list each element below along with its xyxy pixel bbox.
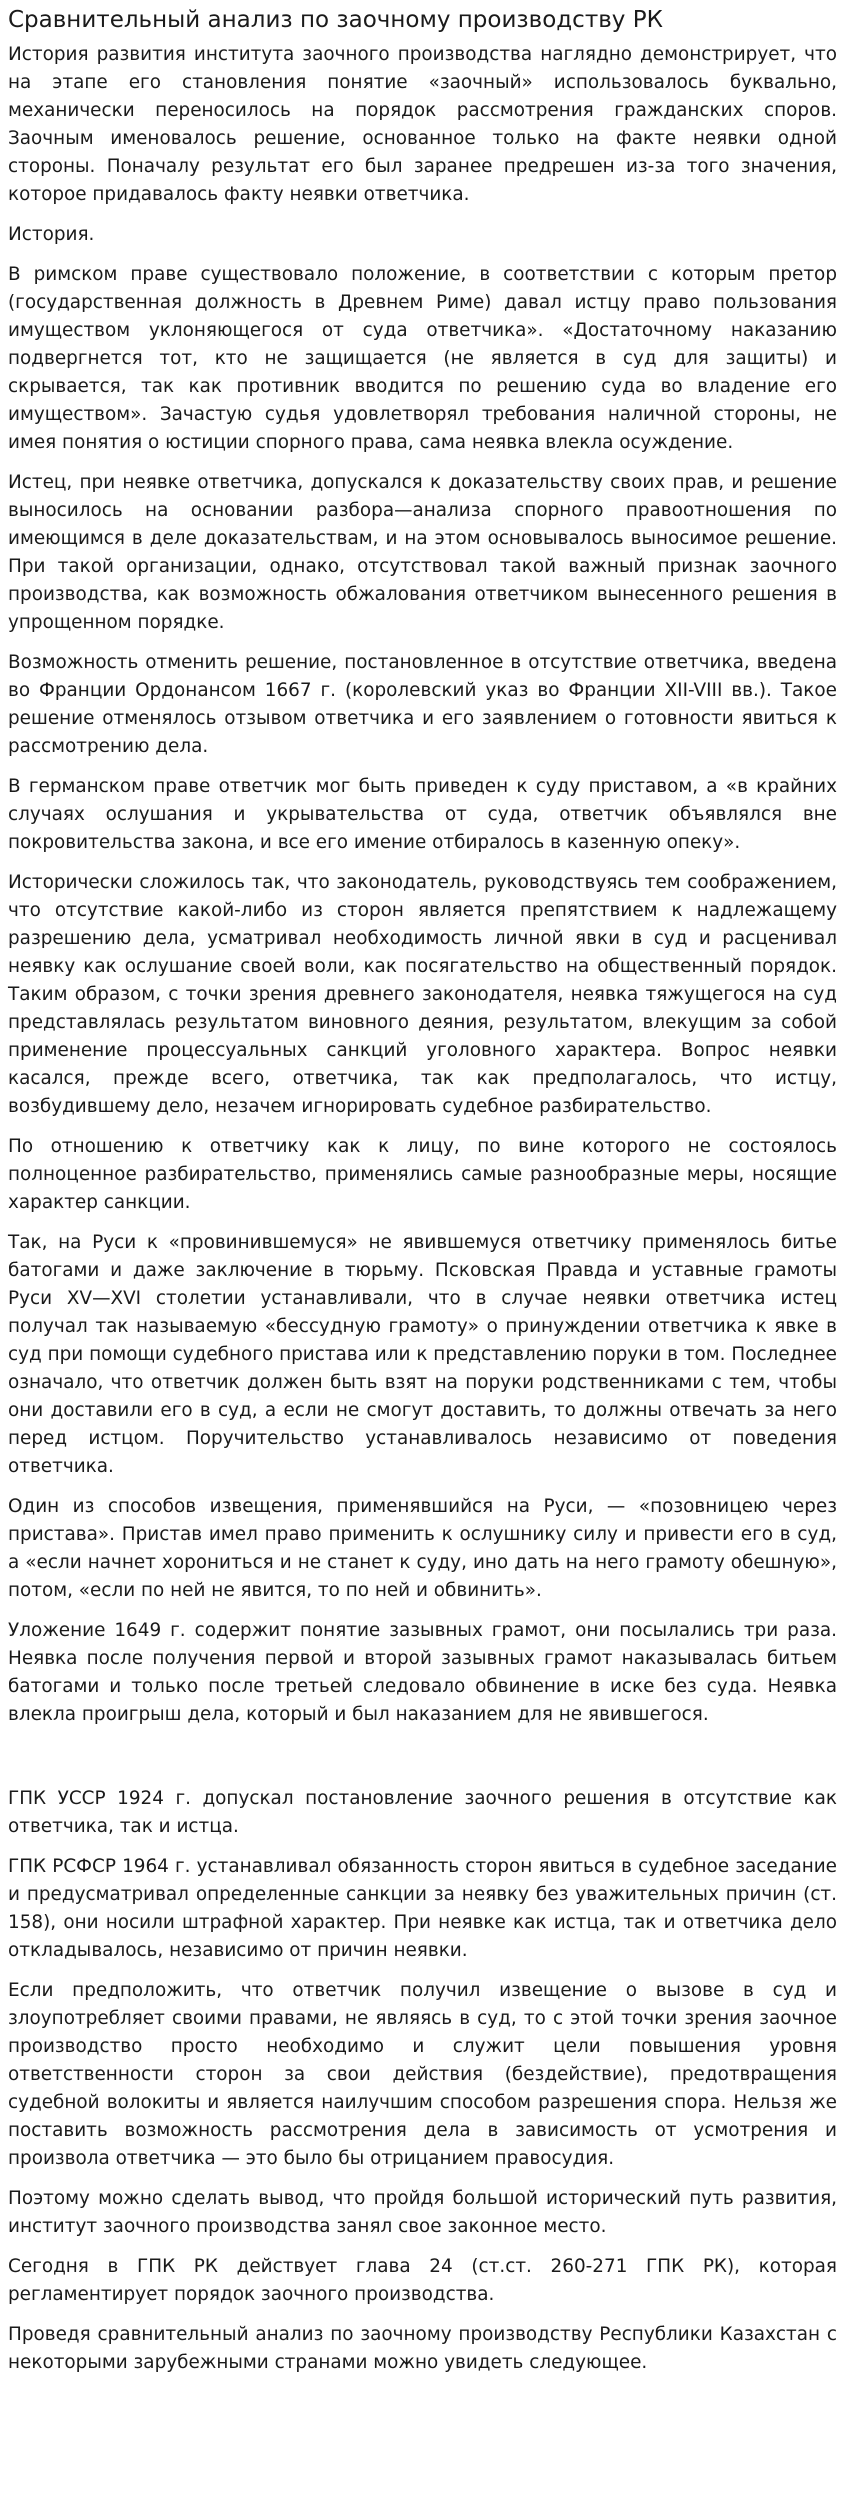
page-title: Сравнительный анализ по заочному производству РК	[8, 7, 663, 33]
paragraph-gpk-rsfsr-1964: ГПК РСФСР 1964 г. устанавливал обязанность сторон явиться в судебное заседание и предусматривал определенные санкции за неявку без уважительных причин (ст. 158), они носили штрафной характер. При неявке как истца, так и ответчика дело откладывалось, независимо от причин неявки.	[8, 1856, 837, 1961]
paragraph-german-law: В германском праве ответчик мог быть приведен к суду приставом, а «в крайних случаях ослушания и укрывательства от суда, ответчик объявлялся вне покровительства закона, и все его имение отбиралось в казенную опеку».	[8, 776, 837, 853]
paragraph-conclusion: Поэтому можно сделать вывод, что пройдя большой исторический путь развития, институт заочного производства занял свое законное место.	[8, 2188, 837, 2237]
paragraph-france-ordinance: Возможность отменить решение, постановленное в отсутствие ответчика, введена во Франции Ордонансом 1667 г. (королевский указ во Франции XII-VIII вв.). Такое решение отменялось отзывом ответчика и его заявлением о готовности явиться к рассмотрению дела.	[8, 652, 837, 757]
paragraph-roman-law: В римском праве существовало положение, в соответствии с которым претор (государственная должность в Древнем Риме) давал истцу право пользования имуществом уклоняющегося от суда ответчика». «Достаточному наказанию подвергнется тот, кто не защищается (не является в суд для защиты) и скрывается, так как противник вводится по решению суда во владение его имуществом». Зачастую судья удовлетворял требования наличной стороны, не имея понятия о юстиции спорного права, сама неявка влекла осуждение.	[8, 264, 837, 453]
paragraph-abuse-of-rights: Если предположить, что ответчик получил извещение о вызове в суд и злоупотребляет своими правами, не являясь в суд, то с этой точки зрения заочное производство просто необходимо и служит цели повышения уровня ответственности сторон за свои действия (бездействие), предотвращения судебной волокиты и является наилучшим способом разрешения спора. Нельзя же поставить возможность рассмотрения дела в зависимость от усмотрения и произвола ответчика — это было бы отрицанием правосудия.	[8, 1980, 837, 2169]
paragraph-sanctions: По отношению к ответчику как к лицу, по вине которого не состоялось полноценное разбирательство, применялись самые разнообразные меры, носящие характер санкции.	[8, 1136, 837, 1213]
paragraph-history-heading: История.	[8, 224, 95, 245]
paragraph-code-1649: Уложение 1649 г. содержит понятие зазывных грамот, они посылались три раза. Неявка после получения первой и второй зазывных грамот наказывалась битьем батогами и только после третьей следовало обвинение в иске без суда. Неявка влекла проигрыш дела, который и был наказанием для не явившегося.	[8, 1620, 837, 1725]
paragraph-gpk-ussr-1924: ГПК УССР 1924 г. допускал постановление заочного решения в отсутствие как ответчика, так и истца.	[8, 1788, 837, 1837]
document-page	[8, 0, 837, 2389]
paragraph-historical-legislator: Исторически сложилось так, что законодатель, руководствуясь тем соображением, что отсутствие какой-либо из сторон является препятствием к надлежащему разрешению дела, усматривал необходимость личной явки в суд и расценивал неявку как ослушание своей воли, как посягательство на общественный порядок. Таким образом, с точки зрения древнего законодателя, неявка тяжущегося на суд представлялась результатом виновного деяния, результатом, влекущим за собой применение процессуальных санкций уголовного характера. Вопрос неявки касался, прежде всего, ответчика, так как предполагалось, что истцу, возбудившему дело, незачем игнорировать судебное разбирательство.	[8, 872, 837, 1117]
paragraph-plaintiff-evidence: Истец, при неявке ответчика, допускался к доказательству своих прав, и решение выносилось на основании разбора—анализа спорного правоотношения по имеющимся в деле доказательствам, и на этом основывалось выносимое решение. При такой организации, однако, отсутствовал такой важный признак заочного производства, как возможность обжалования ответчиком вынесенного решения в упрощенном порядке.	[8, 472, 837, 633]
paragraph-intro: История развития института заочного производства наглядно демонстрирует, что на этапе его становления понятие «заочный» использовалось буквально, механически переносилось на порядок рассмотрения гражданских споров. Заочным именовалось решение, основанное только на факте неявки одной стороны. Поначалу результат его был заранее предрешен из-за того значения, которое придавалось факту неявки ответчика.	[8, 44, 837, 205]
paragraph-comparison-intro: Проведя сравнительный анализ по заочному производству Республики Казахстан с некоторыми зарубежными странами можно увидеть следующее.	[8, 2324, 837, 2373]
paragraph-gpk-rk-chapter: Сегодня в ГПК РК действует глава 24 (ст.ст. 260-271 ГПК РК), которая регламентирует порядок заочного производства.	[8, 2256, 837, 2305]
paragraph-rus-practice: Так, на Руси к «провинившемуся» не явившемуся ответчику применялось битье батогами и даже заключение в тюрьму. Псковская Правда и уставные грамоты Руси XV—XVI столетии устанавливали, что в случае неявки ответчика истец получал так называемую «бессудную грамоту» о принуждении ответчика к явке в суд при помощи судебного пристава или к представлению поруки в том. Последнее означало, что ответчик должен быть взят на поруки родственниками с тем, чтобы они доставили его в суд, а если не смогут доставить, то должны отвечать за него перед истцом. Поручительство устанавливалось независимо от поведения ответчика.	[8, 1232, 837, 1477]
section-spacer	[8, 1741, 837, 1785]
paragraph-summons-methods: Один из способов извещения, применявшийся на Руси, — «позовницею через пристава». Пристав имел право применить к ослушнику силу и привести его в суд, а «если начнет хорониться и не станет к суду, ино дать на него грамоту обешную», потом, «если по ней не явится, то по ней и обвинить».	[8, 1496, 837, 1601]
